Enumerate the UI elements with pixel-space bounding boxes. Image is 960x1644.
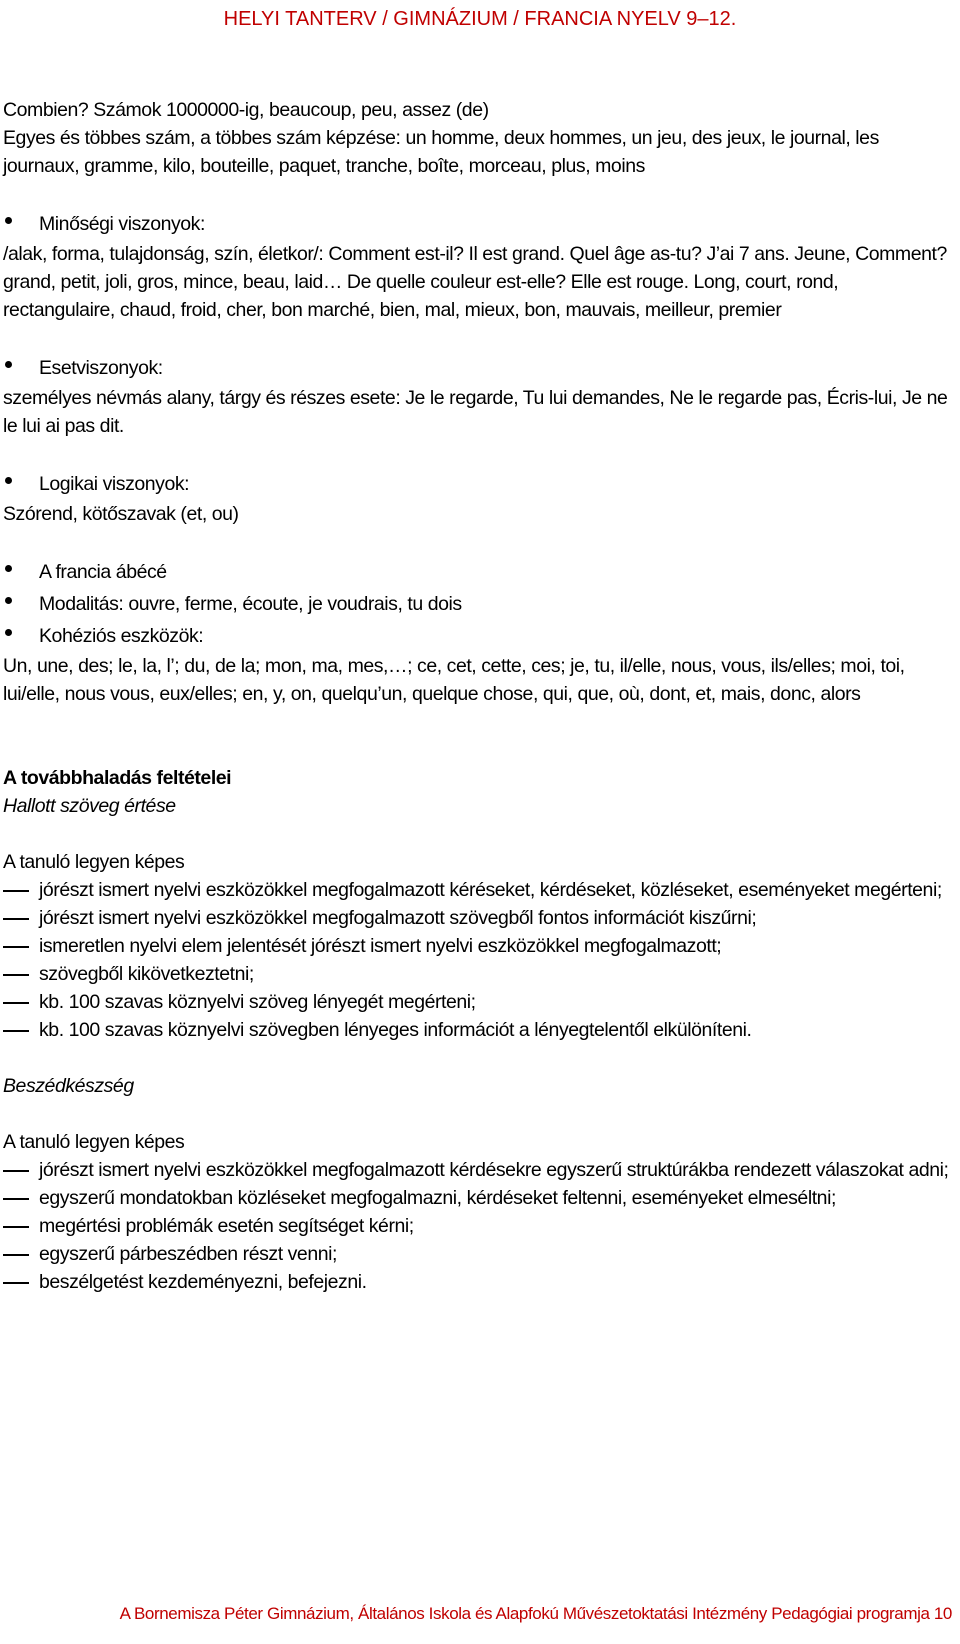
qualitative-body: /alak, forma, tulajdonság, szín, életkor/: Comment est-il? Il est grand. Quel âge as-tu? J’ai 7 ans. Jeune, Comment? grand, petit, joli, gros, mince, beau, laid… De quelle couleur est-elle? Elle est rouge. Long, court, rond, rectangulaire, chaud, froid, cher, bon marché, bien, mal, mieux, bon, mauvais, meilleur, premier	[3, 243, 947, 321]
listening-subheading: Hallott szöveg értése	[3, 795, 176, 817]
dash-icon	[3, 974, 29, 976]
bullet-logical	[3, 468, 955, 500]
listening-item: jórészt ismert nyelvi eszközökkel megfogalmazott kéréseket, kérdéseket, közléseket, eseményeket megérteni;	[3, 876, 955, 904]
bullet-modality	[3, 588, 955, 620]
intro-line-1: Combien? Számok 1000000-ig, beaucoup, peu, assez (de)	[3, 99, 489, 121]
listening-item: jórészt ismert nyelvi eszközökkel megfogalmazott szövegből fontos információt kiszűrni;	[3, 904, 955, 932]
speaking-item: beszélgetést kezdeményezni, befejezni.	[3, 1268, 955, 1296]
logical-title: Logikai viszonyok:	[39, 473, 190, 495]
dash-icon	[3, 1030, 29, 1032]
case-title: Esetviszonyok:	[39, 357, 163, 379]
page-header: HELYI TANTERV / GIMNÁZIUM / FRANCIA NYELV 9–12.	[223, 8, 737, 30]
dash-icon	[3, 946, 29, 948]
speaking-item: megértési problémák esetén segítséget kérni;	[3, 1212, 955, 1240]
document-body	[3, 96, 955, 1296]
speaking-item: egyszerű mondatokban közléseket megfogalmazni, kérdéseket feltenni, eseményeket elmeséltni;	[3, 1184, 955, 1212]
dash-icon	[3, 1198, 29, 1200]
bullet-case	[3, 352, 955, 384]
dash-icon	[3, 1226, 29, 1228]
page-footer: A Bornemisza Péter Gimnázium, Általános Iskola és Alapfokú Művészetoktatási Intézmény Pedagógiai programja 10	[119, 1604, 952, 1623]
listening-item: szövegből kikövetkeztetni;	[3, 960, 955, 988]
bullet-alphabet	[3, 556, 955, 588]
qualitative-title: Minőségi viszonyok:	[39, 213, 205, 235]
listening-lead: A tanuló legyen képes	[3, 851, 185, 873]
modality-title: Modalitás: ouvre, ferme, écoute, je voudrais, tu dois	[39, 593, 462, 615]
bullet-qualitative	[3, 208, 955, 240]
case-body: személyes névmás alany, tárgy és részes esete: Je le regarde, Tu lui demandes, Ne le regarde pas, Écris-lui, Je ne le lui ai pas dit.	[3, 387, 948, 437]
cohesion-body: Un, une, des; le, la, l’; du, de la; mon, ma, mes,…; ce, cet, cette, ces; je, tu, il/elle, nous, vous, ils/elles; moi, toi, lui/elle, nous vous, eux/elles; en, y, on, quelqu’un, quelque chose, qui, que, où, dont, et, mais, donc, alors	[3, 655, 905, 705]
dash-icon	[3, 918, 29, 920]
dash-icon	[3, 1282, 29, 1284]
dash-icon	[3, 1170, 29, 1172]
dash-icon	[3, 890, 29, 892]
cohesion-title: Kohéziós eszközök:	[39, 625, 204, 647]
speaking-item: egyszerű párbeszédben részt venni;	[3, 1240, 955, 1268]
listening-item: kb. 100 szavas köznyelvi szövegben lényeges információt a lényegtelentől elkülöníteni.	[3, 1016, 955, 1044]
speaking-subheading: Beszédkészség	[3, 1075, 134, 1097]
intro-line-2: Egyes és többes szám, a többes szám képzése: un homme, deux hommes, un jeu, des jeux, le journal, les journaux, gramme, kilo, bouteille, paquet, tranche, boîte, morceau, plus, moins	[3, 127, 879, 177]
dash-icon	[3, 1254, 29, 1256]
listening-item: ismeretlen nyelvi elem jelentését jórészt ismert nyelvi eszközökkel megfogalmazott;	[3, 932, 955, 960]
logical-body: Szórend, kötőszavak (et, ou)	[3, 503, 239, 525]
speaking-item: jórészt ismert nyelvi eszközökkel megfogalmazott kérdésekre egyszerű struktúrákba rendezett válaszokat adni;	[3, 1156, 955, 1184]
bullet-cohesion	[3, 620, 955, 652]
progress-heading: A továbbhaladás feltételei	[3, 767, 232, 789]
listening-item: kb. 100 szavas köznyelvi szöveg lényegét megérteni;	[3, 988, 955, 1016]
alphabet-title: A francia ábécé	[39, 561, 167, 583]
speaking-lead: A tanuló legyen képes	[3, 1131, 185, 1153]
dash-icon	[3, 1002, 29, 1004]
